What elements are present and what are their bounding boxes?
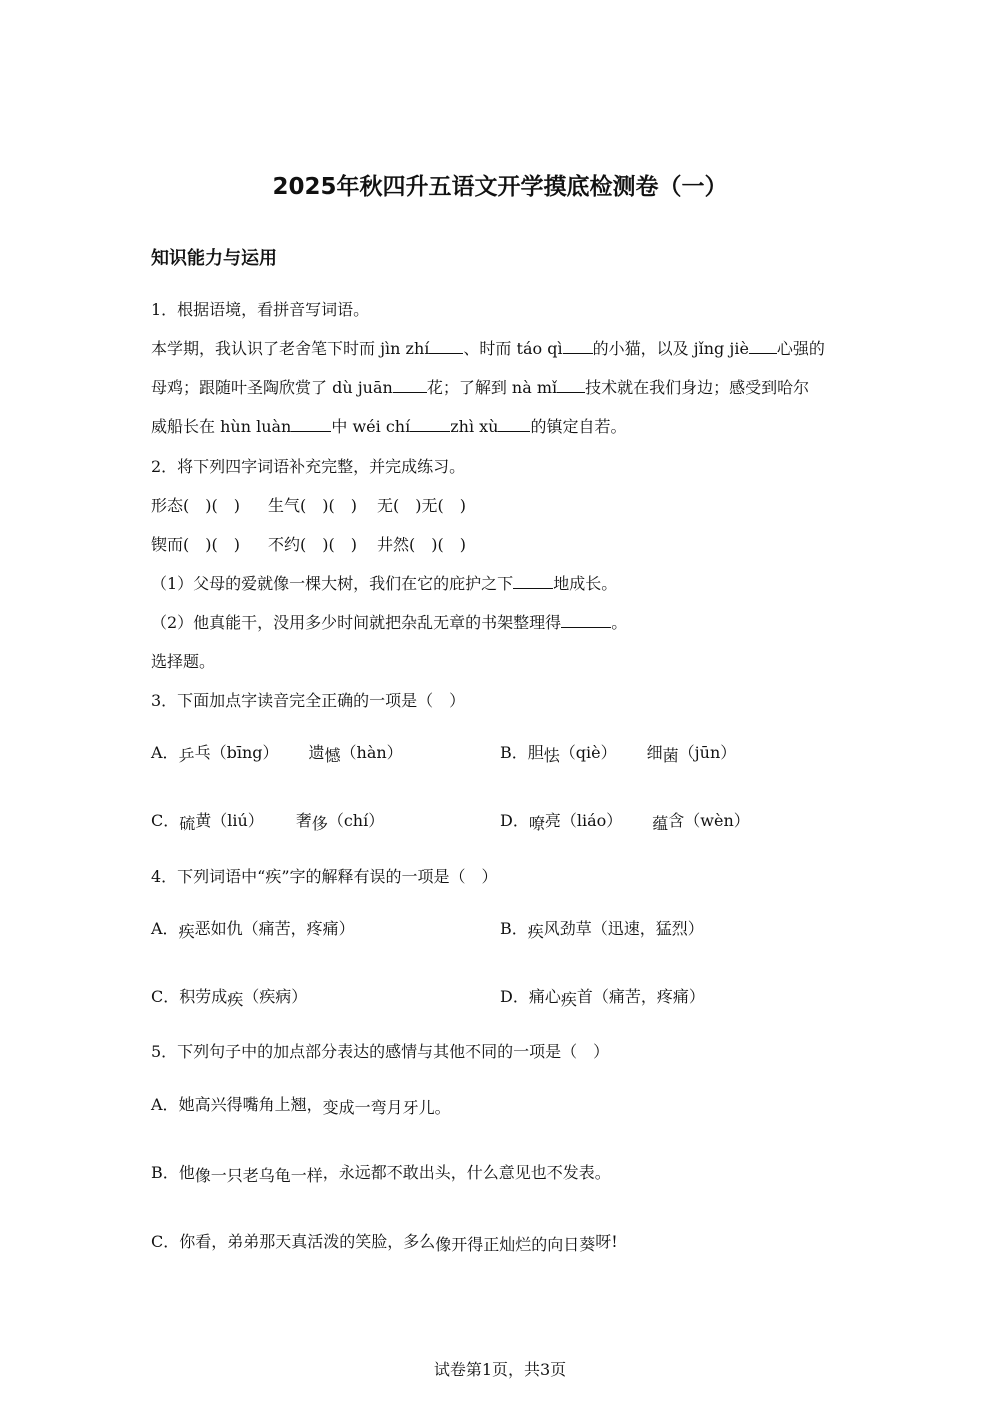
q2-row-1: 形态( )( ) 生气( )( ) 无( )无( ) — [151, 496, 466, 515]
q2-sentence-1: （1）父母的爱就像一棵大树，我们在它的庇护之下 地成长。 — [151, 574, 618, 593]
blank[interactable] — [749, 339, 777, 354]
page-title: 2025年秋四升五语文开学摸底检测卷（一） — [272, 174, 728, 200]
blank[interactable] — [561, 613, 611, 628]
q2-stem: 2．将下列四字词语补充完整，并完成练习。 — [151, 457, 466, 476]
q1-line-3: 威船长在 hùn luàn 中 wéi chí zhì xù 的镇定自若。 — [151, 417, 627, 436]
q5-option-b[interactable]: B．他像一只老乌龟一样，永远都不敢出头，什么意见也不发表。 — [151, 1163, 611, 1185]
blank[interactable] — [429, 339, 463, 354]
blank[interactable] — [291, 417, 331, 432]
q1-line-1: 本学期，我认识了老舍笔下时而 jìn zhí 、时而 táo qì 的小猫，以及 jǐng jiè 心强的 — [151, 339, 825, 358]
q1-stem: 1．根据语境，看拼音写词语。 — [151, 300, 370, 319]
blank[interactable] — [557, 378, 585, 393]
q4-option-c[interactable]: C．积劳成疾（疾病） — [151, 987, 308, 1009]
q3-option-a[interactable]: A．乒乓（bīng） 遗憾（hàn） — [151, 743, 403, 765]
blank[interactable] — [563, 339, 593, 354]
q4-option-b[interactable]: B．疾风劲草（迅速，猛烈） — [500, 919, 704, 941]
q2-sentence-2: （2）他真能干，没用多少时间就把杂乱无章的书架整理得 。 — [151, 613, 628, 632]
blank[interactable] — [393, 378, 427, 393]
q3-option-d[interactable]: D．嘹亮（liáo） 蕴含（wèn） — [500, 811, 750, 833]
q3-stem: 3．下面加点字读音完全正确的一项是（ ） — [151, 691, 466, 710]
choice-heading: 选择题。 — [151, 652, 216, 671]
q3-option-c[interactable]: C．硫黄（liú） 奢侈（chí） — [151, 811, 385, 833]
q2-row-2: 锲而( )( ) 不约( )( ) 井然( )( ) — [151, 535, 466, 554]
page-footer: 试卷第1页，共3页 — [433, 1360, 567, 1379]
q5-option-c[interactable]: C．你看，弟弟那天真活泼的笑脸，多么像开得正灿烂的向日葵呀! — [151, 1232, 618, 1254]
q5-stem: 5．下列句子中的加点部分表达的感情与其他不同的一项是（ ） — [151, 1042, 610, 1061]
q4-stem: 4．下列词语中“疾”字的解释有误的一项是（ ） — [151, 867, 498, 886]
section-heading: 知识能力与运用 — [151, 248, 277, 269]
q5-option-a[interactable]: A．她高兴得嘴角上翘，变成一弯月牙儿。 — [151, 1095, 451, 1117]
q1-line-2: 母鸡；跟随叶圣陶欣赏了 dù juān 花；了解到 nà mǐ 技术就在我们身边；感受到哈尔 — [151, 378, 810, 397]
q3-option-b[interactable]: B．胆怯（qiè） 细菌（jūn） — [500, 743, 737, 765]
blank[interactable] — [498, 417, 530, 432]
q4-option-d[interactable]: D．痛心疾首（痛苦，疼痛） — [500, 987, 705, 1009]
blank[interactable] — [513, 574, 553, 589]
blank[interactable] — [410, 417, 450, 432]
q4-option-a[interactable]: A．疾恶如仇（痛苦，疼痛） — [151, 919, 355, 941]
